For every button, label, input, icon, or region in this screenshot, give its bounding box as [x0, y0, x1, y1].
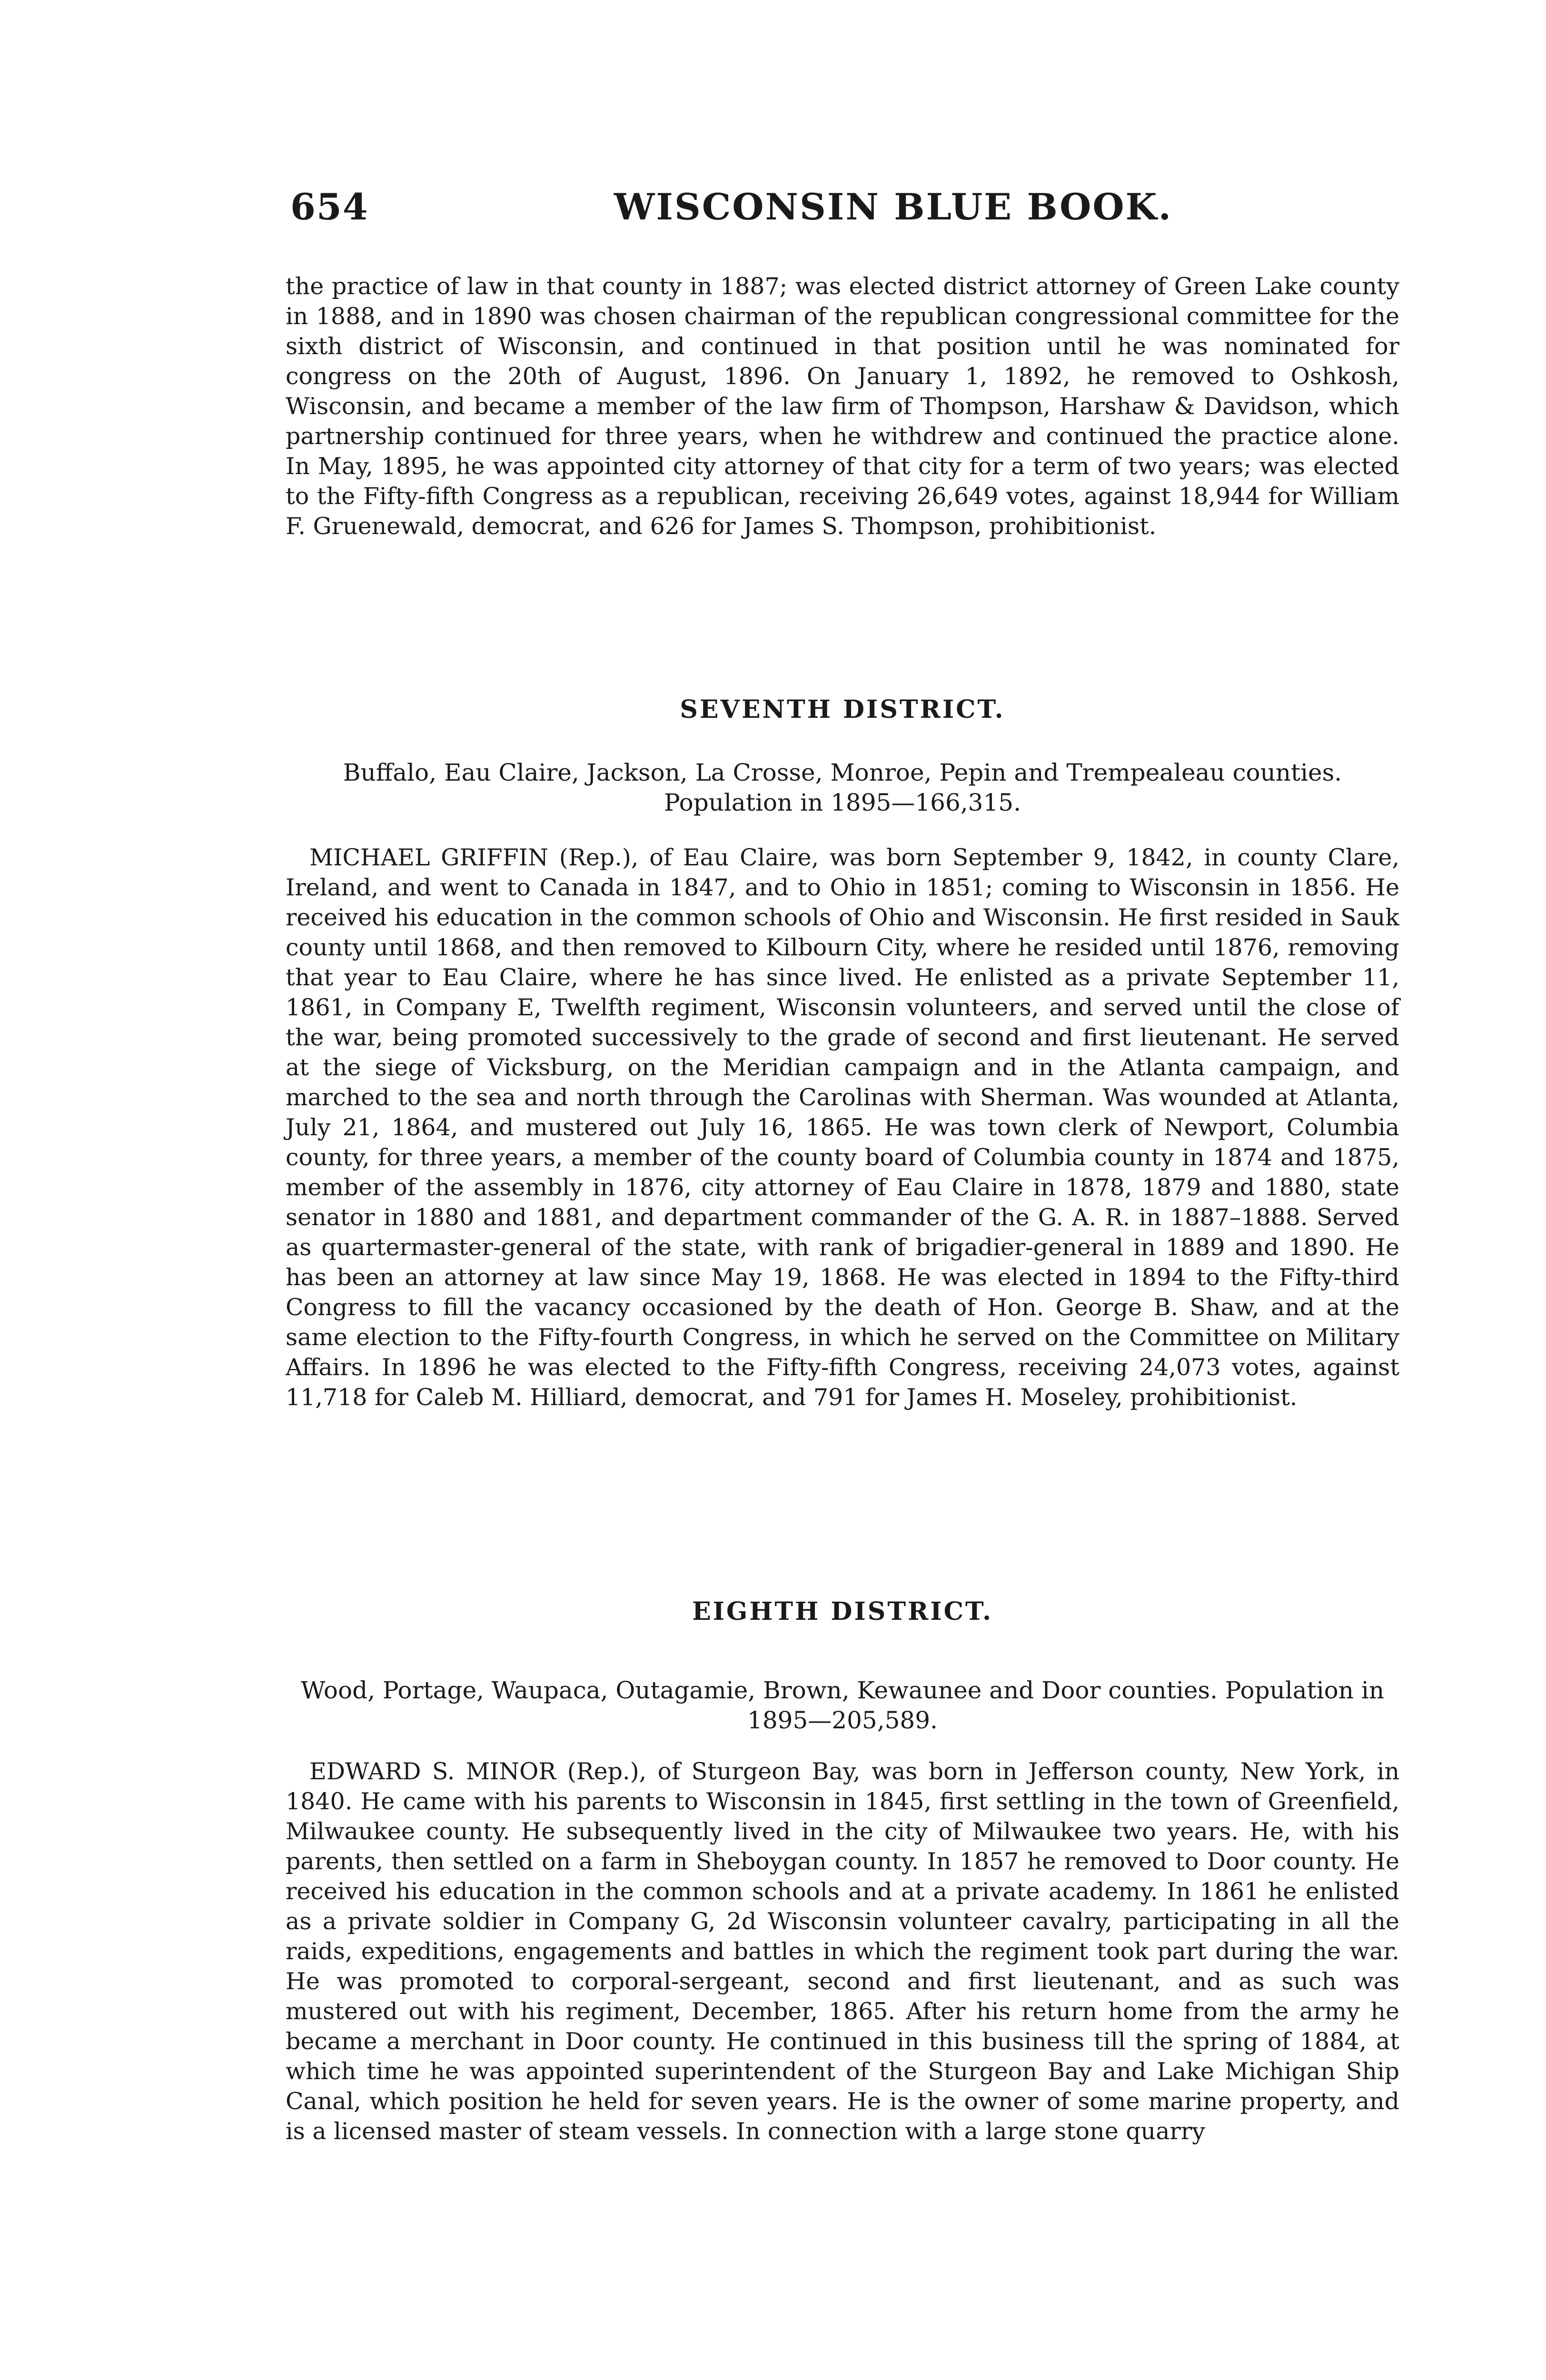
eighth-district-counties: Wood, Portage, Waupaca, Outagamie, Brown, Kewaunee and Door counties. Population in 1895—205,589. [300, 1676, 1385, 1734]
eighth-district-biography: EDWARD S. MINOR (Rep.), of Sturgeon Bay, was born in Jefferson county, New York, in 1840. He came with his parents to Wisconsin in 1845, first settling in the town of Greenfield, Milwaukee county. He subsequently lived in the city of Milwaukee two years. He, with his parents, then settled on a farm in Sheboygan county. In 1857 he removed to Door county. He received his education in the common schools and at a private academy. In 1861 he enlisted as a private soldier in Company G, 2d Wisconsin volunteer cavalry, participating in all the raids, expeditions, engagements and battles in which the regiment took part during the war. He was promoted to corporal-sergeant, second and first lieutenant, and as such was mustered out with his regiment, December, 1865. After his return home from the army he became a merchant in Door county. He continued in this business till the spring of 1884, at which time he was appointed superintendent of the Sturgeon Bay and Lake Michigan Ship Canal, which position he held for seven years. He is the owner of some marine property, and is a licensed master of steam vessels. In connection with a large stone quarry [286, 1758, 1399, 2145]
eighth-district-heading: EIGHTH DISTRICT. [692, 1597, 993, 1626]
seventh-district-counties: Buffalo, Eau Claire, Jackson, La Crosse, Monroe, Pepin and Trempealeau counties. Population in 1895—166,315. [343, 759, 1342, 816]
intro-paragraph: the practice of law in that county in 1887; was elected district attorney of Green Lake county in 1888, and in 1890 was chosen chairman of the republican congressional committee for the sixth district of Wisconsin, and continued in that position until he was nominated for congress on the 20th of August, 1896. On January 1, 1892, he removed to Oshkosh, Wisconsin, and became a member of the law firm of Thompson, Harshaw & Davidson, which partnership continued for three years, when he withdrew and continued the practice alone. In May, 1895, he was appointed city attorney of that city for a term of two years; was elected to the Fifty-fifth Congress as a republican, receiving 26,649 votes, against 18,944 for William F. Gruenewald, democrat, and 626 for James S. Thompson, prohibitionist. [286, 273, 1399, 540]
seventh-district-biography: MICHAEL GRIFFIN (Rep.), of Eau Claire, was born September 9, 1842, in county Clare, Ireland, and went to Canada in 1847, and to Ohio in 1851; coming to Wisconsin in 1856. He received his education in the common schools of Ohio and Wisconsin. He first resided in Sauk county until 1868, and then removed to Kilbourn City, where he resided until 1876, removing that year to Eau Claire, where he has since lived. He enlisted as a private September 11, 1861, in Company E, Twelfth regiment, Wisconsin volunteers, and served until the close of the war, being promoted successively to the grade of second and first lieutenant. He served at the siege of Vicksburg, on the Meridian campaign and in the Atlanta campaign, and marched to the sea and north through the Carolinas with Sherman. Was wounded at Atlanta, July 21, 1864, and mustered out July 16, 1865. He was town clerk of Newport, Columbia county, for three years, a member of the county board of Columbia county in 1874 and 1875, member of the assembly in 1876, city attorney of Eau Claire in 1878, 1879 and 1880, state senator in 1880 and 1881, and department commander of the G. A. R. in 1887–1888. Served as quartermaster-general of the state, with rank of brigadier-general in 1889 and 1890. He has been an attorney at law since May 19, 1868. He was elected in 1894 to the Fifty-third Congress to fill the vacancy occasioned by the death of Hon. George B. Shaw, and at the same election to the Fifty-fourth Congress, in which he served on the Committee on Military Affairs. In 1896 he was elected to the Fifty-fifth Congress, receiving 24,073 votes, against 11,718 for Caleb M. Hilliard, democrat, and 791 for James H. Moseley, prohibitionist. [286, 844, 1399, 1411]
seventh-district-heading: SEVENTH DISTRICT. [680, 695, 1005, 724]
running-title: WISCONSIN BLUE BOOK. [614, 186, 1173, 228]
page-number: 654 [290, 186, 369, 228]
page-header [290, 186, 1395, 238]
